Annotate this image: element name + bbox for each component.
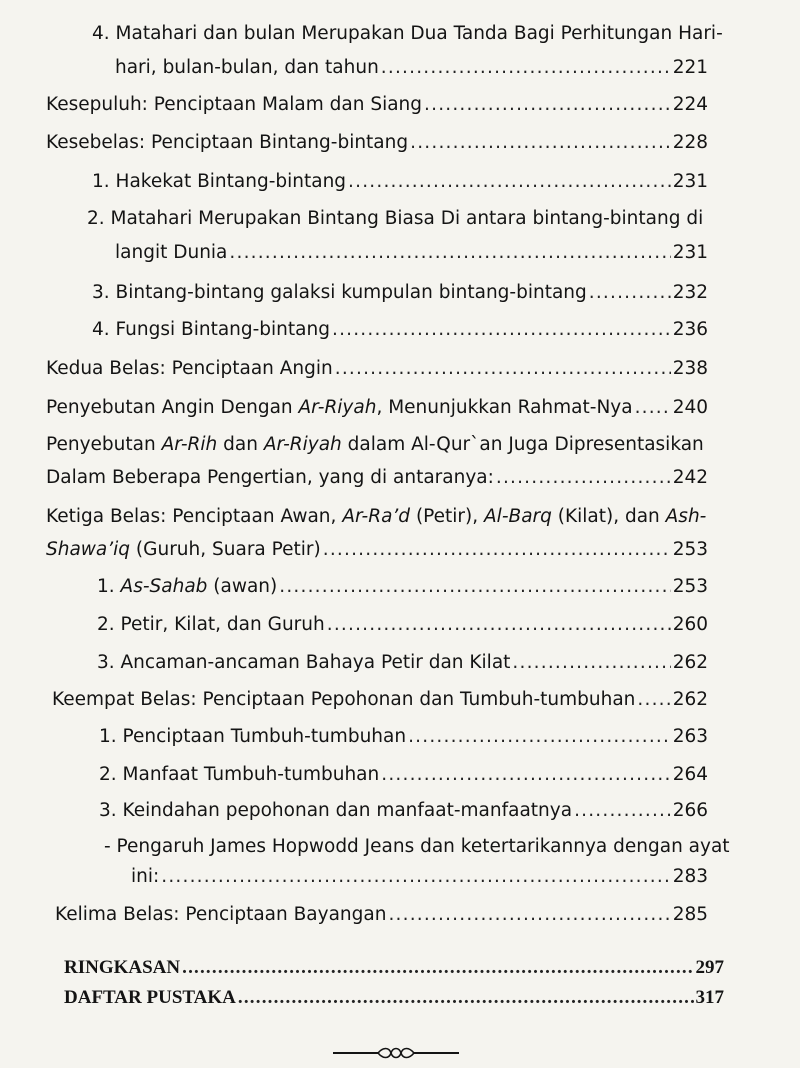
toc-entry-text: 3. Ancaman-ancaman Bahaya Petir dan Kilat	[97, 652, 511, 673]
dot-leader	[381, 56, 671, 80]
toc-entry	[131, 865, 708, 889]
toc-entry	[115, 56, 708, 80]
toc-page-number: 242	[672, 467, 708, 488]
dot-leader	[635, 396, 671, 420]
toc-page-number: 231	[672, 242, 708, 263]
dot-leader	[410, 131, 671, 155]
toc-page-number: 297	[695, 957, 724, 978]
toc-entry-text: 2. Manfaat Tumbuh-tumbuhan	[99, 764, 380, 785]
toc-page-number: 240	[672, 397, 708, 418]
toc-entry	[46, 357, 708, 381]
toc-page-number: 253	[672, 539, 708, 560]
toc-page-number: 238	[672, 358, 708, 379]
toc-page-number: 266	[672, 800, 708, 821]
toc-entry	[92, 170, 708, 194]
toc-page-number: 262	[672, 652, 708, 673]
toc-entry	[97, 613, 708, 637]
dot-leader	[574, 799, 671, 823]
toc-page-number: 262	[672, 689, 708, 710]
toc-entry-text: 2. Petir, Kilat, dan Guruh	[97, 614, 325, 635]
dot-leader	[496, 466, 671, 490]
toc-page-number: 283	[672, 866, 708, 887]
toc-entry-text: hari, bulan-bulan, dan tahun	[115, 57, 379, 78]
dot-leader	[182, 956, 693, 980]
toc-entry-text: Shawa’iq (Guruh, Suara Petir)	[46, 539, 321, 560]
toc-entry	[92, 281, 708, 305]
toc-entry-text: 4. Matahari dan bulan Merupakan Dua Tanda Bagi Perhitungan Hari-	[92, 23, 723, 44]
toc-entry	[52, 688, 708, 712]
toc-entry	[92, 318, 708, 342]
toc-page-number: 224	[672, 94, 708, 115]
dot-leader	[335, 357, 671, 381]
dot-leader	[589, 281, 671, 305]
toc-entry-text: Keempat Belas: Penciptaan Pepohonan dan Tumbuh-tumbuhan	[52, 689, 636, 710]
toc-entry	[55, 903, 708, 927]
dot-leader	[238, 986, 694, 1010]
toc-entry-text: langit Dunia	[115, 242, 228, 263]
dot-leader	[408, 725, 671, 749]
toc-entry-text: Penyebutan Ar-Rih dan Ar-Riyah dalam Al-Qur`an Juga Dipresentasikan	[46, 434, 704, 455]
toc-page-number: 231	[672, 171, 708, 192]
toc-entry-text: Dalam Beberapa Pengertian, yang di antaranya:	[46, 467, 494, 488]
dot-leader	[424, 93, 671, 117]
toc-entry-text: Kedua Belas: Penciptaan Angin	[46, 358, 333, 379]
toc-entry-text: ini:	[131, 866, 160, 887]
toc-entry	[99, 799, 708, 823]
dot-leader	[388, 903, 670, 927]
toc-page-number: 228	[672, 132, 708, 153]
toc-entry	[97, 575, 708, 599]
toc-entry-text: RINGKASAN	[64, 957, 181, 978]
toc-entry	[46, 93, 708, 117]
toc-page-number: 232	[672, 282, 708, 303]
toc-page-number: 317	[695, 987, 724, 1008]
toc-entry	[115, 241, 708, 265]
toc-entry	[97, 651, 708, 675]
toc-entry	[46, 131, 708, 155]
toc-entry-text: Ketiga Belas: Penciptaan Awan, Ar-Ra’d (Petir), Al-Barq (Kilat), dan Ash-	[46, 506, 707, 527]
toc-entry-text: 4. Fungsi Bintang-bintang	[92, 319, 330, 340]
toc-entry	[64, 956, 724, 980]
toc-entry-text: Kesepuluh: Penciptaan Malam dan Siang	[46, 94, 423, 115]
dot-leader	[327, 613, 671, 637]
toc-page-number: 260	[672, 614, 708, 635]
toc-entry-text: Kesebelas: Penciptaan Bintang-bintang	[46, 132, 409, 153]
toc-entry	[46, 466, 708, 490]
toc-entry	[46, 396, 708, 420]
toc-page-number: 253	[672, 576, 708, 597]
toc-page-number: 236	[672, 319, 708, 340]
toc-entry	[99, 763, 708, 787]
toc-entry-text: Penyebutan Angin Dengan Ar-Riyah, Menunjukkan Rahmat-Nya	[46, 397, 633, 418]
toc-page-number: 221	[672, 57, 708, 78]
toc-entry	[64, 986, 724, 1010]
toc-entry	[99, 725, 708, 749]
toc-entry-text: 2. Matahari Merupakan Bintang Biasa Di antara bintang-bintang di	[87, 208, 704, 229]
toc-entry	[46, 538, 708, 562]
toc-entry-text: 1. Hakekat Bintang-bintang	[92, 171, 347, 192]
toc-page-number: 264	[672, 764, 708, 785]
toc-entry-text: 3. Bintang-bintang galaksi kumpulan bintang-bintang	[92, 282, 587, 303]
toc-entry-text: - Pengaruh James Hopwodd Jeans dan ketertarikannya dengan ayat	[104, 836, 730, 857]
dot-leader	[381, 763, 670, 787]
toc-entry-text: 3. Keindahan pepohonan dan manfaat-manfaatnya	[99, 800, 573, 821]
dot-leader	[512, 651, 670, 675]
toc-entry-text: 1. As-Sahab (awan)	[97, 576, 278, 597]
dot-leader	[637, 688, 670, 712]
ornament-divider-icon	[333, 1046, 459, 1060]
toc-entry-text: 1. Penciptaan Tumbuh-tumbuhan	[99, 726, 407, 747]
toc-page-number: 263	[672, 726, 708, 747]
dot-leader	[348, 170, 671, 194]
toc-page-number: 285	[672, 904, 708, 925]
toc-entry-text: Kelima Belas: Penciptaan Bayangan	[55, 904, 387, 925]
dot-leader	[332, 318, 671, 342]
toc-entry-text: DAFTAR PUSTAKA	[64, 987, 236, 1008]
dot-leader	[279, 575, 670, 599]
dot-leader	[229, 241, 670, 265]
dot-leader	[323, 538, 671, 562]
dot-leader	[161, 865, 670, 889]
